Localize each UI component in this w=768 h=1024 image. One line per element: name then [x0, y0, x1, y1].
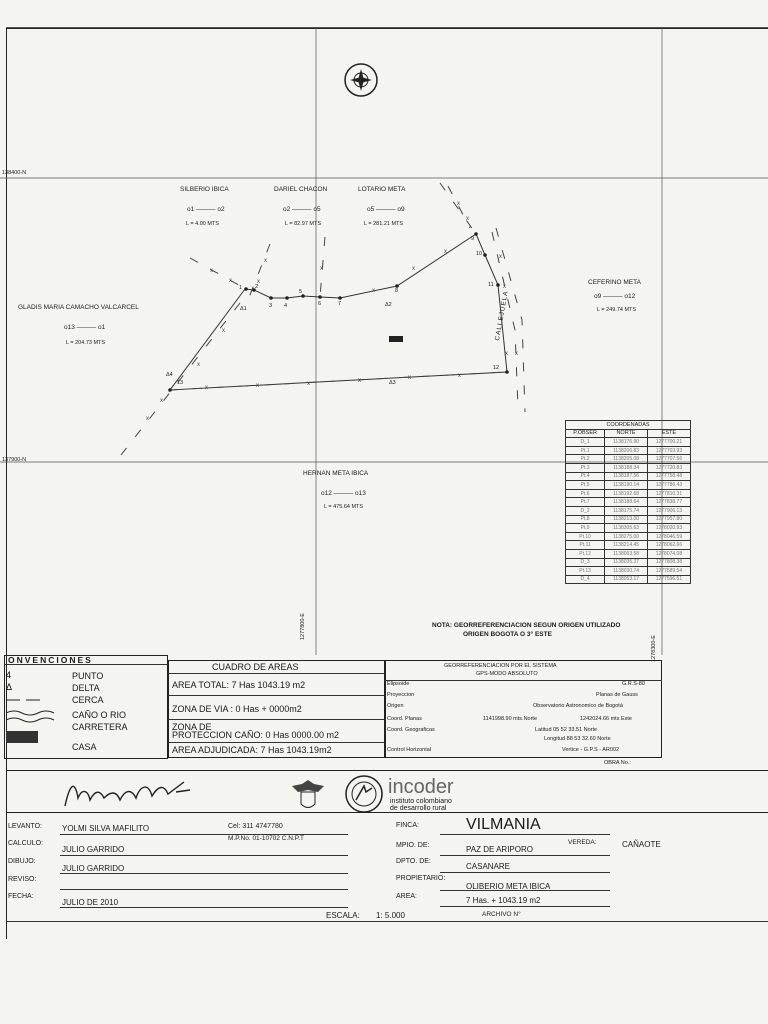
point-from: o1	[187, 206, 195, 213]
coordinate-cell: 1138188.34	[605, 463, 648, 472]
obra-label: OBRA No.:	[604, 760, 631, 766]
svg-text:x: x	[499, 254, 502, 260]
coordinate-cell: 1138187.56	[605, 472, 648, 481]
svg-text:x: x	[205, 385, 208, 391]
owner-hernan: HERNAN META IBICA	[303, 470, 369, 477]
areas-title: CUADRO DE AREAS	[212, 662, 299, 672]
svg-text:x: x	[457, 201, 460, 207]
mpio-value: PAZ DE ARIPORO	[466, 845, 533, 854]
dibujo-value: JULIO GARRIDO	[62, 864, 125, 873]
mp-value: M.P.No. 01-10702 C.N.P.T	[228, 835, 304, 842]
svg-text:x: x	[444, 249, 447, 255]
coordinate-cell: Pt.2	[566, 455, 605, 464]
point-label: 5	[299, 289, 303, 295]
fecha-value: JULIO DE 2010	[62, 898, 119, 907]
georef-title: GEORREFERENCIACION POR EL SISTEMA	[444, 663, 557, 669]
svg-text:x: x	[372, 288, 375, 294]
finca-label: FINCA:	[396, 822, 419, 829]
delta-label: Δ4	[166, 372, 173, 378]
area-total: AREA TOTAL: 7 Has 1043.19 m2	[172, 680, 306, 690]
svg-text:x: x	[229, 278, 232, 284]
coordinate-cell: Pt.3	[566, 463, 605, 472]
vereda-value: CAÑAOTE	[622, 840, 661, 849]
coordinate-cell: 1138035.37	[605, 558, 648, 567]
georef-label: Proyeccion	[387, 692, 415, 698]
georef-value: 1242024.66 mts Este	[580, 716, 632, 722]
fence-lines	[121, 183, 525, 455]
coordinate-row	[566, 463, 691, 472]
svg-text:x: x	[197, 362, 200, 368]
point-label: 2	[255, 284, 259, 290]
length-ceferino: L = 249.74 MTS	[597, 307, 637, 313]
col-header: P.OBSER	[566, 429, 605, 438]
conventions-title: ONVENCIONES	[8, 655, 93, 665]
coordinates-title: COORDENADAS	[566, 421, 691, 430]
coordinate-cell: 1277957.80	[647, 515, 690, 524]
coordinate-row	[566, 481, 691, 490]
svg-text:4: 4	[6, 670, 12, 680]
svg-text:Δ: Δ	[6, 682, 13, 692]
delta-label: Δ2	[385, 302, 392, 308]
point-from: o5	[367, 206, 375, 213]
coordinate-cell: Pt.4	[566, 472, 605, 481]
mpio-label: MPIO. DE:	[396, 842, 430, 849]
length-lotario: L = 281.21 MTS	[364, 221, 404, 227]
coordinate-cell: Pt.13	[566, 567, 605, 576]
propietario-label: PROPIETARIO:	[396, 875, 446, 882]
convention-item: CASA	[72, 742, 97, 752]
escala-label: ESCALA:	[326, 911, 360, 920]
owner-dariel: DARIEL CHACON	[274, 186, 328, 193]
coordinate-cell: D_4	[566, 575, 605, 584]
calculo-value: JULIO GARRIDO	[62, 845, 125, 854]
coordinate-cell: 1277720.83	[647, 463, 690, 472]
length-gladis: L = 204.73 MTS	[66, 340, 106, 346]
incoder-subtitle: de desarrollo rural	[390, 805, 447, 812]
point-label: 3	[269, 303, 273, 309]
coordinate-cell: D_2	[566, 506, 605, 515]
point-from: o9	[594, 293, 602, 300]
coordinate-row	[566, 455, 691, 464]
area-adjudicada: AREA ADJUDICADA: 7 Has 1043.19m2	[172, 745, 332, 755]
coordinate-cell: 1138188.64	[605, 498, 648, 507]
coordinate-cell: 1138176.90	[605, 438, 648, 447]
coordinate-row	[566, 532, 691, 541]
point-label: 4	[284, 303, 288, 309]
svg-text:x: x	[210, 268, 213, 274]
fence-marks	[146, 201, 518, 422]
coordinate-cell: D_1	[566, 438, 605, 447]
signature	[60, 778, 210, 812]
escala-value: 1: 5.000	[376, 911, 405, 920]
coordinate-cell: Pt.7	[566, 498, 605, 507]
coordinate-cell: 1277838.77	[647, 498, 690, 507]
coordinates-table	[565, 420, 691, 584]
point-label: 12	[493, 365, 500, 371]
coordinate-row	[566, 472, 691, 481]
coordinate-cell: 1138063.58	[605, 549, 648, 558]
svg-text:x: x	[412, 266, 415, 272]
coordinate-cell: 1277786.43	[647, 481, 690, 490]
svg-text:x: x	[466, 216, 469, 222]
length-silberio: L = 4.00 MTS	[186, 221, 219, 227]
coordinate-cell: 1277758.48	[647, 472, 690, 481]
georef-value: Planas de Gauss	[596, 692, 638, 698]
point-label: 13	[177, 380, 184, 386]
owner-silberio: SILBERIO IBICA	[180, 186, 229, 193]
point-to: o5	[313, 206, 321, 213]
length-dariel: L = 82.97 MTS	[285, 221, 322, 227]
georef-value: Longitud 88 53 32.60 Norte	[544, 736, 611, 742]
coordinate-row	[566, 498, 691, 507]
coordinate-cell: 1277810.31	[647, 489, 690, 498]
convention-item: CARRETERA	[72, 722, 128, 732]
calculo-label: CALCULO:	[8, 840, 44, 847]
dibujo-label: DIBUJO:	[8, 858, 36, 865]
coordinate-cell: Pt.6	[566, 489, 605, 498]
point-label: 10	[476, 251, 483, 257]
coordinate-cell: 1138206.83	[605, 446, 648, 455]
fecha-label: FECHA:	[8, 893, 34, 900]
georef-label: Control Horizontal	[387, 747, 432, 753]
coordinate-cell: 1277808.38	[647, 558, 690, 567]
coordinate-row	[566, 567, 691, 576]
point-from: o2	[283, 206, 291, 213]
coordinate-cell: 1277707.56	[647, 455, 690, 464]
coordinate-cell: 1138192.68	[605, 489, 648, 498]
coordinate-cell: 1138190.14	[605, 481, 648, 490]
point-label: 9	[471, 236, 475, 242]
point-to: o9	[397, 206, 405, 213]
vereda-label: VEREDA:	[568, 839, 597, 846]
coordinate-cell: Pt.9	[566, 524, 605, 533]
svg-text:x: x	[264, 258, 267, 264]
convention-item: PUNTO	[72, 671, 104, 681]
incoder-subtitle: instituto colombiano	[390, 798, 452, 805]
coordinate-cell: 1277700.21	[647, 438, 690, 447]
owner-gladis: GLADIS MARIA CAMACHO VALCARCEL	[18, 304, 139, 311]
svg-text:x: x	[515, 351, 518, 357]
georef-label: Coord. Planas	[387, 716, 422, 722]
north-arrow-icon	[345, 64, 377, 96]
coordinate-cell: 1277596.51	[647, 575, 690, 584]
georef-value: Vertice - G.P.S - AR002	[562, 747, 620, 753]
georef-note-line1: NOTA: GEORREFERENCIACION SEGUN ORIGEN UTILIZADO	[432, 622, 621, 629]
coordinate-cell: 1278046.59	[647, 532, 690, 541]
georef-value: Latitud 05 52 33.51 Norte	[535, 727, 598, 733]
levanto-label: LEVANTO:	[8, 823, 42, 830]
levanto-value: YOLMI SILVA MAFILITO	[62, 824, 150, 833]
grid-label-east-left: 1277800-E	[300, 613, 306, 640]
coordinate-row	[566, 524, 691, 533]
coordinate-cell: 1138213.00	[605, 515, 648, 524]
coat-of-arms-icon	[290, 780, 326, 812]
georef-label: Origen	[387, 703, 404, 709]
owner-ceferino: CEFERINO META	[588, 279, 641, 286]
point-to: o2	[217, 206, 225, 213]
coordinate-cell: 1138053.17	[605, 575, 648, 584]
coordinate-cell: 1138175.74	[605, 506, 648, 515]
length-hernan: L = 475.64 MTS	[324, 504, 364, 510]
point-label: 7	[338, 301, 342, 307]
coordinate-row	[566, 489, 691, 498]
road-label: CALLEJUELA	[494, 289, 510, 342]
coordinate-cell: 1278020.93	[647, 524, 690, 533]
svg-text:x: x	[458, 373, 461, 379]
convention-item: CERCA	[72, 695, 104, 705]
coordinate-cell: 1277589.54	[647, 567, 690, 576]
svg-text:x: x	[503, 284, 506, 290]
point-label: 6	[318, 301, 322, 307]
point-to: o12	[624, 293, 636, 300]
incoder-logo-icon	[342, 774, 386, 814]
house-icon	[389, 336, 403, 342]
georef-value: Observatorio Astronomico de Bogotá	[533, 703, 623, 709]
svg-text:x: x	[408, 375, 411, 381]
georef-value: G.R.S-80	[622, 681, 645, 687]
point-label: 1	[239, 285, 243, 291]
dpto-label: DPTO. DE:	[396, 858, 431, 865]
svg-text:x: x	[358, 378, 361, 384]
area-value: 7 Has. + 1043.19 m2	[466, 896, 541, 905]
owner-lotario: LOTARIO META	[358, 186, 406, 193]
svg-text:x: x	[160, 398, 163, 404]
svg-text:x: x	[222, 328, 225, 334]
point-to: o13	[354, 490, 366, 497]
delta-label: Δ3	[389, 380, 396, 386]
coordinate-row	[566, 446, 691, 455]
coordinate-row	[566, 506, 691, 515]
svg-text:x: x	[320, 266, 323, 272]
point-to: o1	[97, 324, 106, 331]
point-label: 11	[488, 282, 494, 288]
coordinate-row	[566, 438, 691, 447]
grid-label-east-right: 1278300-E	[651, 635, 657, 662]
coordinate-cell: 1138205.08	[605, 455, 648, 464]
coordinate-row	[566, 558, 691, 567]
area-zona-via: ZONA DE VIA : 0 Has + 0000m2	[172, 704, 302, 714]
property-boundary	[170, 234, 507, 390]
col-header: NORTE	[605, 429, 648, 438]
georef-label: Elipsoide	[387, 681, 410, 687]
coordinate-cell: 1277703.93	[647, 446, 690, 455]
incoder-brand: incoder	[388, 776, 454, 798]
svg-text:x: x	[146, 416, 149, 422]
coordinate-cell: 1277906.13	[647, 506, 690, 515]
coordinate-cell: 1278074.08	[647, 549, 690, 558]
coordinate-row	[566, 549, 691, 558]
coordinate-cell: Pt.11	[566, 541, 605, 550]
coordinate-cell: 1138214.45	[605, 541, 648, 550]
coordinate-row	[566, 575, 691, 584]
col-header: ESTE	[647, 429, 690, 438]
dpto-value: CASANARE	[466, 862, 511, 871]
coordinate-cell: 1138275.00	[605, 532, 648, 541]
coordinate-cell: Pt.8	[566, 515, 605, 524]
coordinate-cell: 1138030.74	[605, 567, 648, 576]
point-label: 8	[395, 288, 399, 294]
coordinate-cell: Pt.1	[566, 446, 605, 455]
propietario-value: OLIBERIO META IBICA	[466, 882, 551, 891]
svg-text:x: x	[257, 279, 260, 285]
area-zona-proteccion-value: PROTECCION CAÑO: 0 Has 0000.00 m2	[172, 730, 340, 740]
coordinate-cell: Pt.12	[566, 549, 605, 558]
coordinate-cell: D_3	[566, 558, 605, 567]
georef-label: Coord. Geograficas	[387, 727, 435, 733]
grid-label-north-mid: 137900-N	[2, 457, 27, 463]
area-label: AREA:	[396, 893, 418, 900]
area-zona-proteccion: ZONA DE	[172, 722, 212, 732]
convention-item: CAÑO O RIO	[72, 710, 127, 720]
archivo-label: ARCHIVO N°	[482, 911, 521, 918]
georef-note-line2: ORIGEN BOGOTA O 3° ESTE	[463, 631, 552, 638]
coordinate-row	[566, 515, 691, 524]
delta-label: Δ1	[240, 306, 247, 312]
coordinate-cell: Pt.10	[566, 532, 605, 541]
svg-text:x: x	[256, 383, 259, 389]
svg-text:x: x	[505, 351, 508, 357]
svg-text:x: x	[307, 381, 310, 387]
coordinate-row	[566, 541, 691, 550]
georef-value: 1141998.90 mts.Norte	[483, 716, 538, 722]
survey-points	[168, 232, 509, 392]
cel-value: Cel: 311 4747780	[228, 823, 283, 830]
convention-symbols	[6, 668, 66, 756]
coordinate-cell: 1278062.66	[647, 541, 690, 550]
finca-value: VILMANIA	[466, 816, 541, 833]
grid-label-north-top: 138400-N	[2, 170, 27, 176]
coordinate-cell: 1138305.63	[605, 524, 648, 533]
coordinate-cell: Pt.5	[566, 481, 605, 490]
reviso-label: REVISO:	[8, 876, 37, 883]
point-from: o12	[321, 490, 332, 497]
georef-subtitle: GPS-MODO ABSOLUTO	[476, 671, 538, 677]
point-from: o13	[64, 324, 75, 331]
convention-item: DELTA	[72, 683, 100, 693]
